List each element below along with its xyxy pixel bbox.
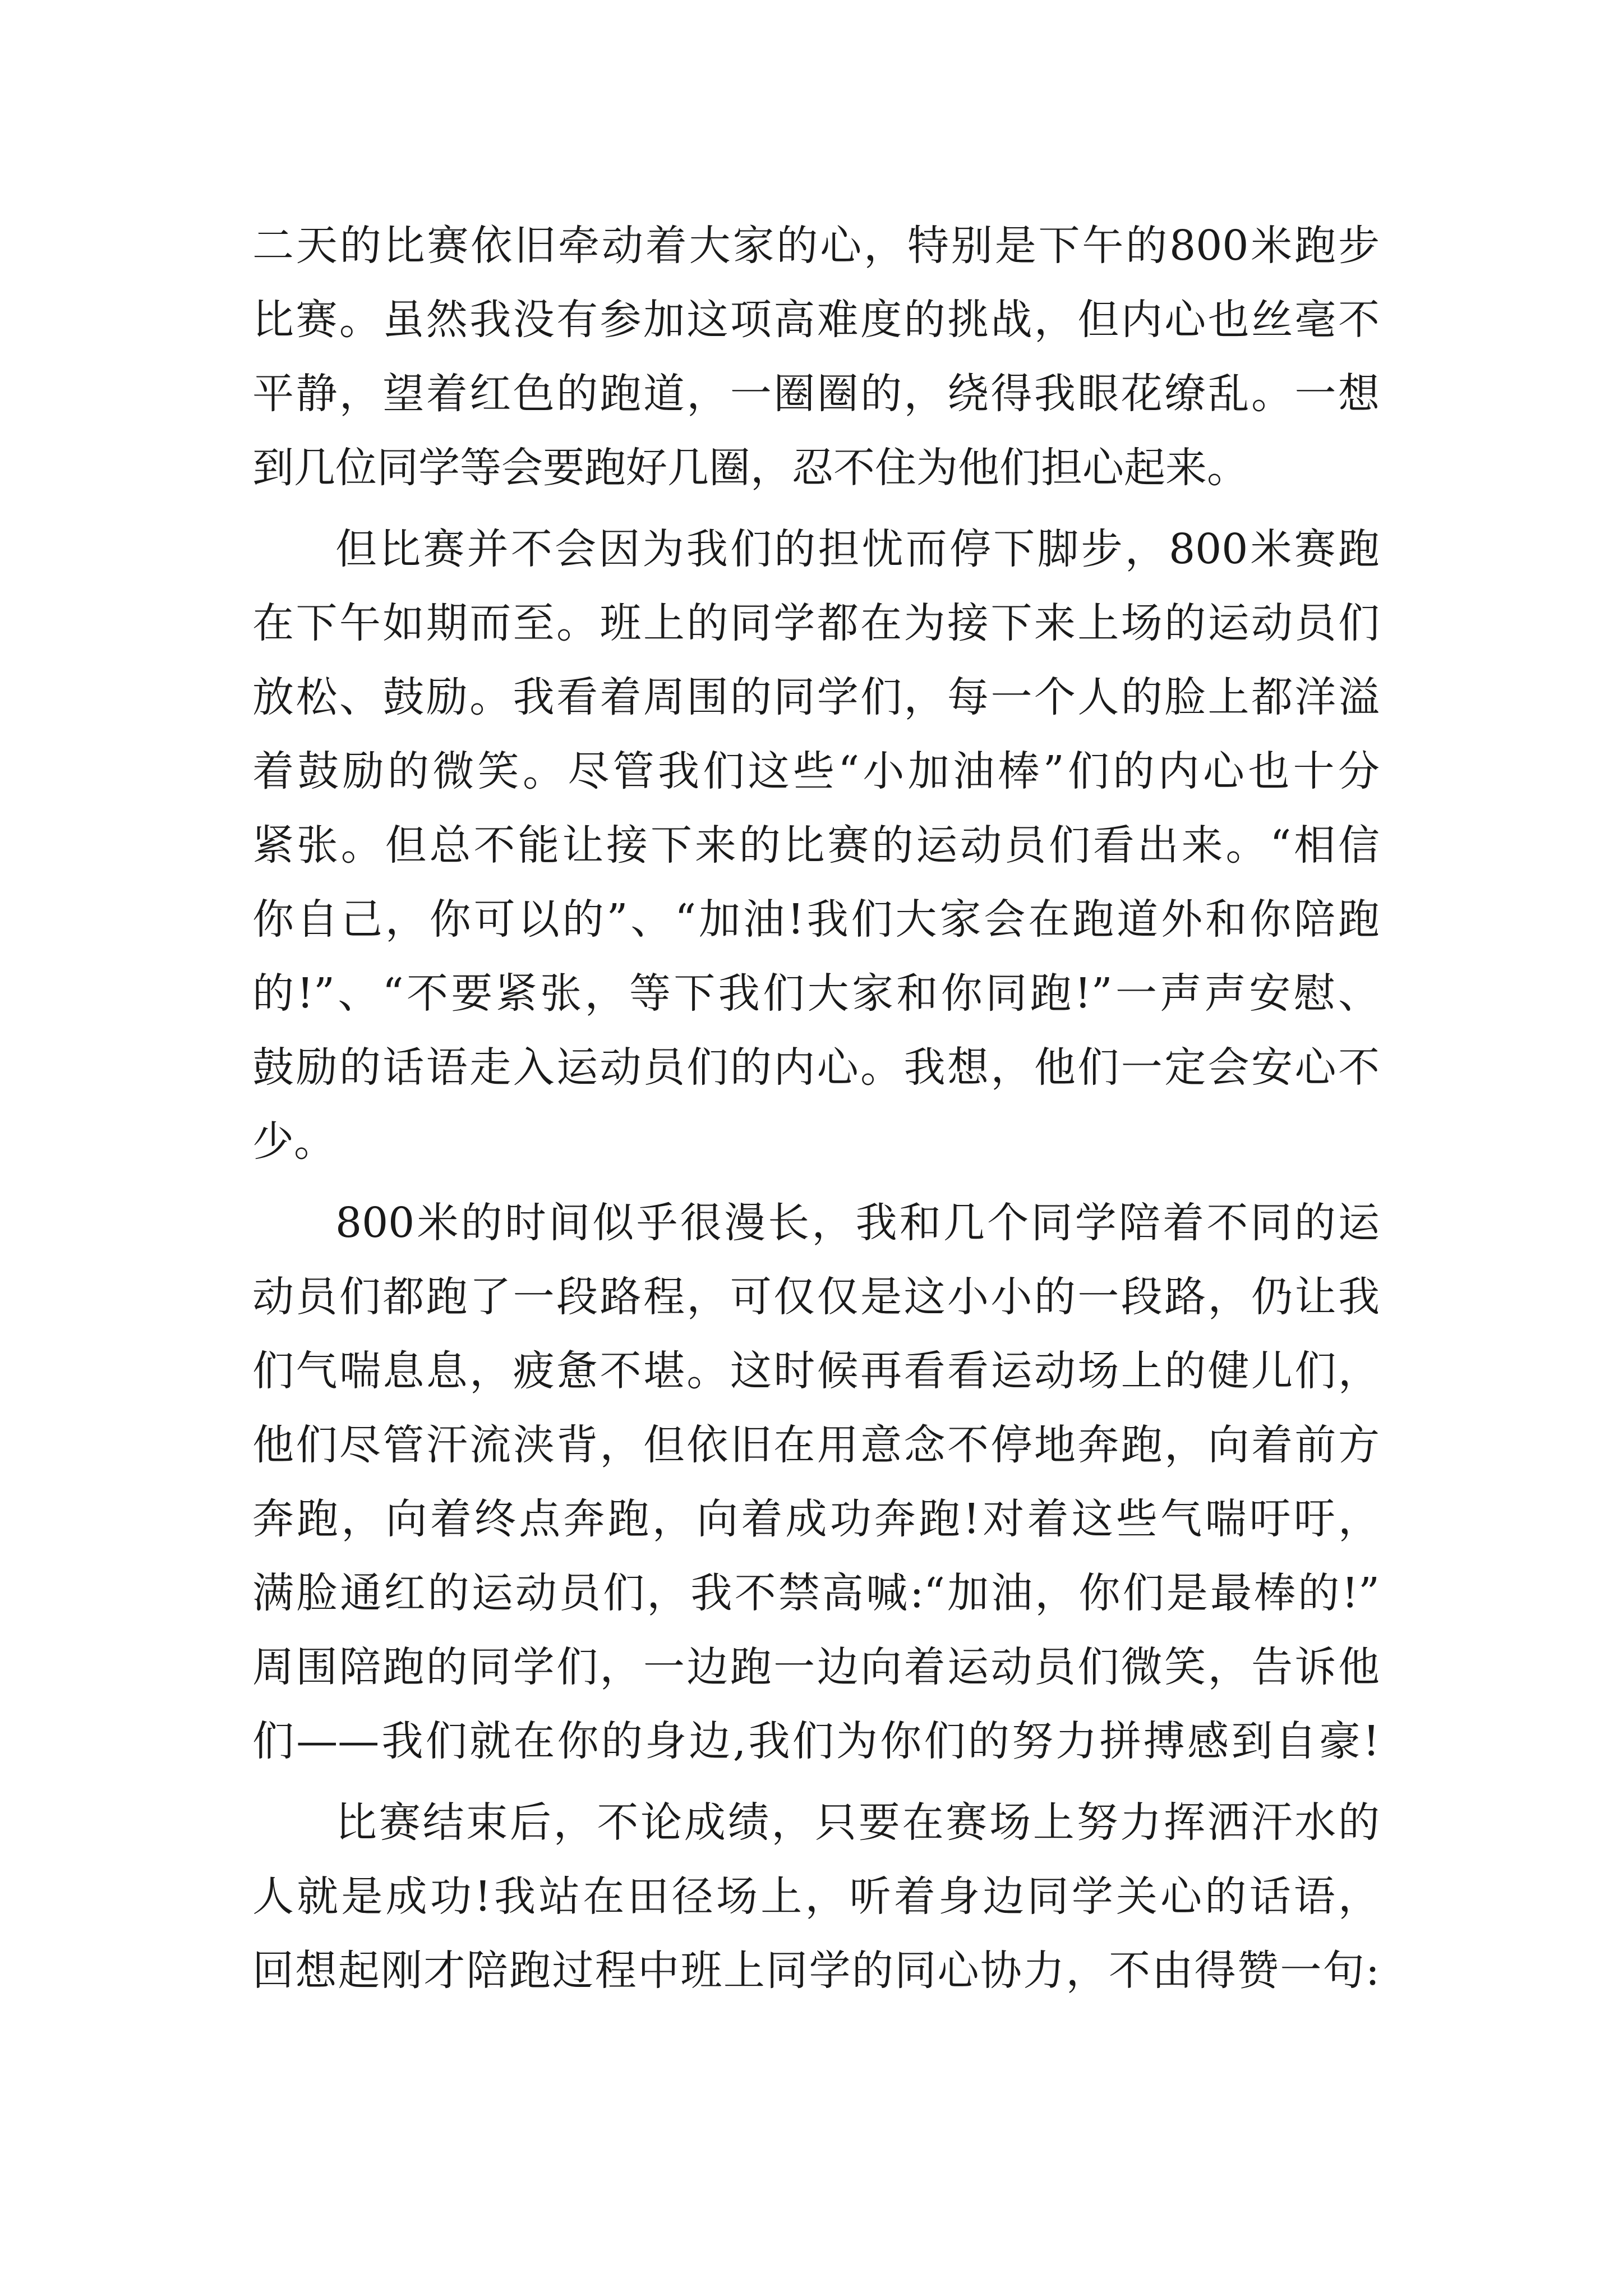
text-line: 动员们都跑了一段路程，可仅仅是这小小的一段路，仍让我 — [252, 1273, 1380, 1321]
text-line: 们气喘息息，疲惫不堪。这时候再看看运动场上的健儿们， — [252, 1347, 1380, 1395]
text-line: 800米的时间似乎很漫长，我和几个同学陪着不同的运 — [335, 1199, 1380, 1247]
text-line: 着鼓励的微笑。尽管我们这些“小加油棒”们的内心也十分 — [252, 747, 1380, 795]
text-line: 比赛。虽然我没有参加这项高难度的挑战，但内心也丝毫不 — [252, 296, 1380, 344]
text-line: 回想起刚才陪跑过程中班上同学的同心协力，不由得赞一句: — [252, 1947, 1380, 1995]
text-line: 人就是成功!我站在田径场上，听着身边同学关心的话语， — [252, 1872, 1380, 1921]
text-line: 但比赛并不会因为我们的担忧而停下脚步，800米赛跑 — [335, 525, 1380, 573]
text-line: 少。 — [252, 1117, 335, 1166]
text-line: 比赛结束后，不论成绩，只要在赛场上努力挥洒汗水的 — [335, 1798, 1380, 1847]
text-line: 满脸通红的运动员们，我不禁高喊:“加油，你们是最棒的!” — [252, 1569, 1380, 1617]
text-line: 放松、鼓励。我看着周围的同学们，每一个人的脸上都洋溢 — [252, 673, 1380, 721]
text-line: 鼓励的话语走入运动员们的内心。我想，他们一定会安心不 — [252, 1043, 1380, 1092]
text-line: 你自己，你可以的”、“加油!我们大家会在跑道外和你陪跑 — [252, 895, 1380, 944]
text-line: 的!”、“不要紧张，等下我们大家和你同跑!”一声声安慰、 — [252, 969, 1380, 1018]
text-line: 们——我们就在你的身边,我们为你们的努力拼搏感到自豪! — [252, 1717, 1380, 1765]
text-line: 周围陪跑的同学们，一边跑一边向着运动员们微笑，告诉他 — [252, 1643, 1380, 1691]
text-line: 到几位同学等会要跑好几圈，忍不住为他们担心起来。 — [252, 444, 1248, 492]
text-line: 二天的比赛依旧牵动着大家的心，特别是下午的800米跑步 — [252, 222, 1380, 270]
text-line: 平静，望着红色的跑道，一圈圈的，绕得我眼花缭乱。一想 — [252, 370, 1380, 418]
text-line: 在下午如期而至。班上的同学都在为接下来上场的运动员们 — [252, 599, 1380, 647]
text-line: 奔跑，向着终点奔跑，向着成功奔跑!对着这些气喘吁吁， — [252, 1495, 1380, 1543]
text-line: 紧张。但总不能让接下来的比赛的运动员们看出来。“相信 — [252, 821, 1380, 869]
text-line: 他们尽管汗流浃背，但依旧在用意念不停地奔跑，向着前方 — [252, 1421, 1380, 1469]
